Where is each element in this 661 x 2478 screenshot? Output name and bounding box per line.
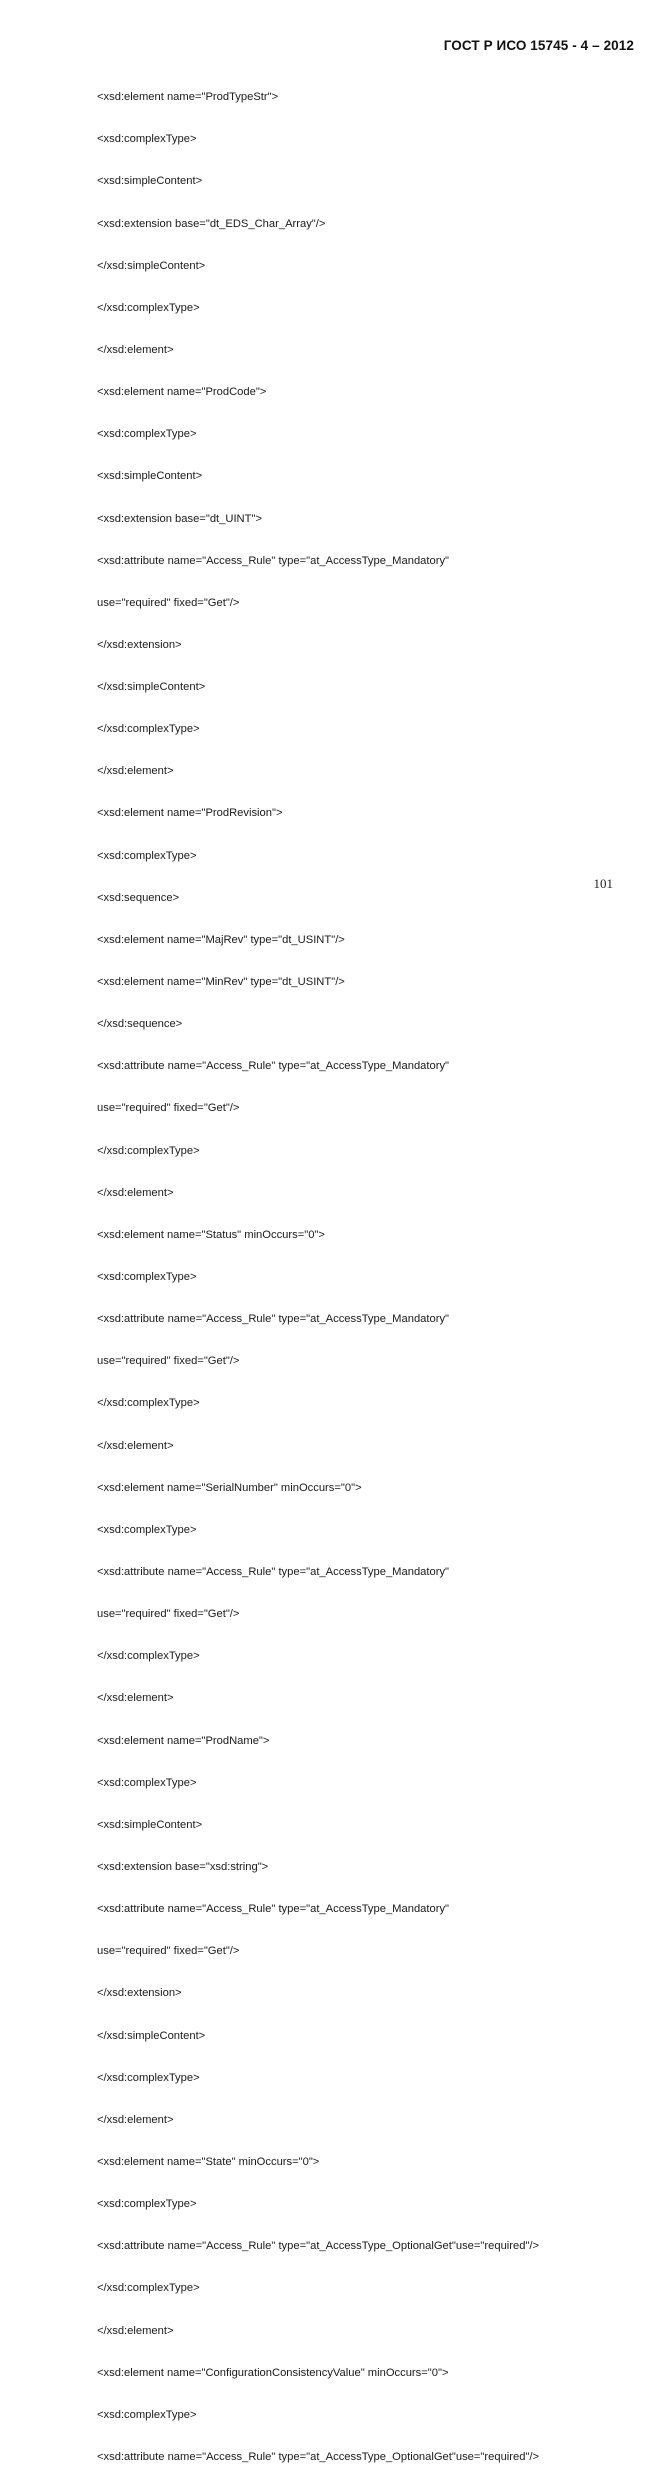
code-line: </xsd:extension>: [97, 1987, 182, 2000]
code-line: <xsd:attribute name="Access_Rule" type="at_AccessType_Mandatory": [97, 554, 450, 567]
code-line: </xsd:complexType>: [97, 2282, 200, 2295]
code-line: </xsd:element>: [97, 1439, 174, 1452]
code-line: <xsd:complexType>: [97, 1271, 197, 1284]
code-line: <xsd:element name="State" minOccurs="0">: [97, 2155, 320, 2168]
code-line: </xsd:extension>: [97, 638, 182, 651]
code-line: use="required" fixed="Get"/>: [97, 1608, 240, 1621]
code-line: </xsd:complexType>: [97, 1650, 200, 1663]
code-line: <xsd:complexType>: [97, 428, 197, 441]
code-line: <xsd:attribute name="Access_Rule" type="at_AccessType_OptionalGet"use="required"/>: [97, 2240, 540, 2253]
code-line: use="required" fixed="Get"/>: [97, 596, 240, 609]
code-line: </xsd:complexType>: [97, 1397, 200, 1410]
code-line: <xsd:simpleContent>: [97, 1818, 203, 1831]
code-line: </xsd:complexType>: [97, 2071, 200, 2084]
code-line: <xsd:element name="ProdRevision">: [97, 807, 283, 820]
xsd-code-listing: [97, 62, 539, 2478]
code-line: <xsd:simpleContent>: [97, 470, 203, 483]
code-line: </xsd:complexType>: [97, 1144, 200, 1157]
code-line: </xsd:element>: [97, 765, 174, 778]
code-line: <xsd:complexType>: [97, 133, 197, 146]
code-line: <xsd:element name="ProdName">: [97, 1734, 270, 1747]
code-line: <xsd:extension base="dt_EDS_Char_Array"/>: [97, 217, 326, 230]
code-line: </xsd:element>: [97, 1692, 174, 1705]
code-line: </xsd:complexType>: [97, 723, 200, 736]
code-line: </xsd:element>: [97, 1186, 174, 1199]
code-line: <xsd:complexType>: [97, 2408, 197, 2421]
code-line: <xsd:attribute name="Access_Rule" type="at_AccessType_Mandatory": [97, 1313, 450, 1326]
document-header-standard-id: ГОСТ Р ИСО 15745 - 4 – 2012: [443, 38, 634, 53]
code-line: <xsd:simpleContent>: [97, 175, 203, 188]
code-line: <xsd:attribute name="Access_Rule" type="at_AccessType_OptionalGet"use="required"/>: [97, 2450, 540, 2463]
code-line: <xsd:element name="MajRev" type="dt_USINT"/>: [97, 933, 345, 946]
code-line: <xsd:sequence>: [97, 891, 180, 904]
code-line: <xsd:complexType>: [97, 1523, 197, 1536]
code-line: <xsd:element name="MinRev" type="dt_USINT"/>: [97, 976, 345, 989]
code-line: <xsd:complexType>: [97, 849, 197, 862]
code-line: <xsd:attribute name="Access_Rule" type="at_AccessType_Mandatory": [97, 1903, 450, 1916]
code-line: </xsd:element>: [97, 2113, 174, 2126]
code-line: </xsd:sequence>: [97, 1018, 183, 1031]
code-line: <xsd:extension base="dt_UINT">: [97, 512, 262, 525]
code-line: use="required" fixed="Get"/>: [97, 1355, 240, 1368]
code-line: </xsd:simpleContent>: [97, 2029, 206, 2042]
code-line: <xsd:element name="SerialNumber" minOccurs="0">: [97, 1481, 362, 1494]
code-line: </xsd:element>: [97, 2324, 174, 2337]
code-line: <xsd:element name="ConfigurationConsistencyValue" minOccurs="0">: [97, 2366, 449, 2379]
code-line: </xsd:simpleContent>: [97, 259, 206, 272]
code-line: <xsd:element name="ProdCode">: [97, 386, 267, 399]
code-line: <xsd:element name="Status" minOccurs="0">: [97, 1228, 325, 1241]
code-line: <xsd:extension base="xsd:string">: [97, 1861, 269, 1873]
page-number: 101: [593, 876, 613, 891]
code-line: </xsd:complexType>: [97, 301, 200, 314]
code-line: <xsd:complexType>: [97, 1776, 197, 1789]
code-line: use="required" fixed="Get"/>: [97, 1102, 240, 1115]
code-line: <xsd:attribute name="Access_Rule" type="at_AccessType_Mandatory": [97, 1060, 450, 1073]
code-line: use="required" fixed="Get"/>: [97, 1945, 240, 1958]
code-line: <xsd:element name="ProdTypeStr">: [97, 91, 279, 104]
code-line: </xsd:element>: [97, 343, 174, 356]
code-line: <xsd:complexType>: [97, 2198, 197, 2211]
code-line: <xsd:attribute name="Access_Rule" type="at_AccessType_Mandatory": [97, 1566, 450, 1579]
code-line: </xsd:simpleContent>: [97, 681, 206, 694]
